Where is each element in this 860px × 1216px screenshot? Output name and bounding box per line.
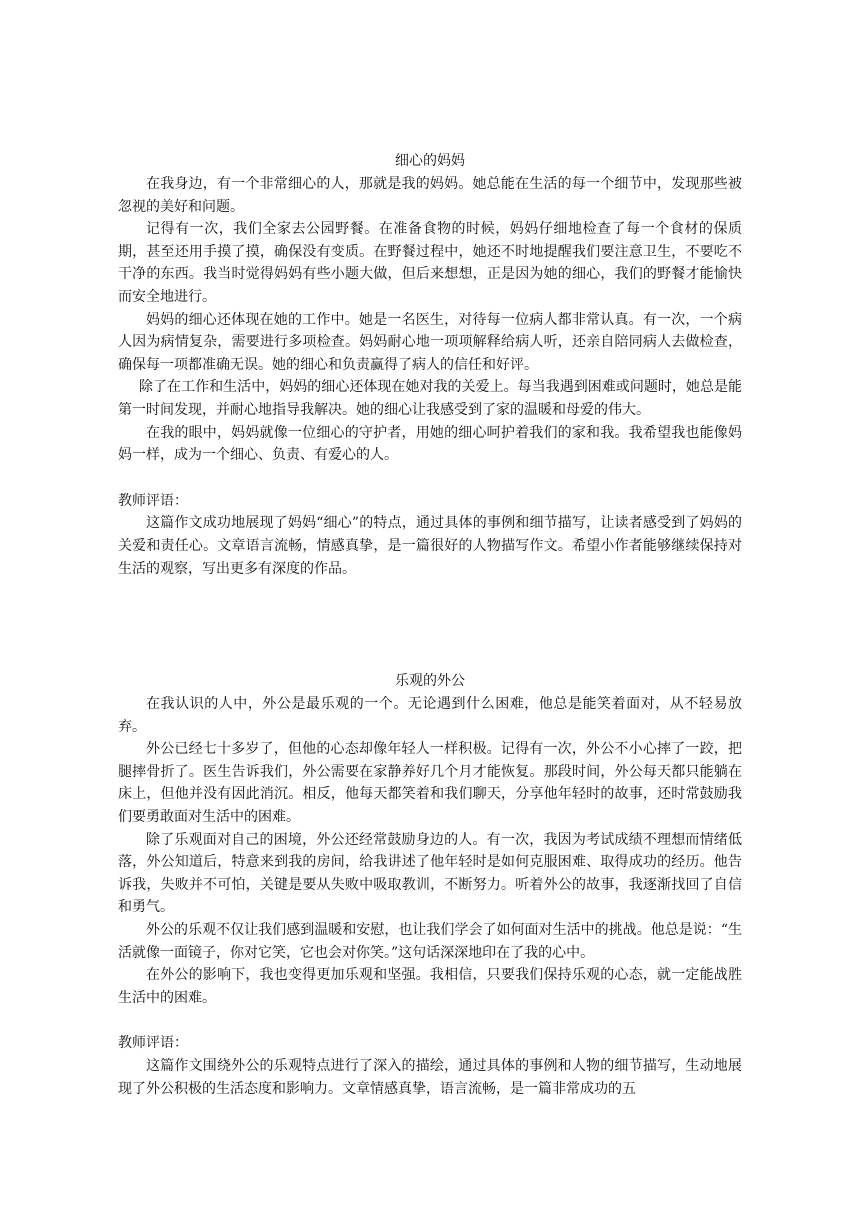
teacher-comment-label: 教师评语： <box>118 492 188 509</box>
blank-line <box>118 1009 742 1032</box>
essay-paragraph: 在我身边，有一个非常细心的人，那就是我的妈妈。她总能在生活的每一个细节中，发现那些被忽视的美好和问题。 <box>118 176 742 215</box>
essay-paragraph: 除了在工作和生活中，妈妈的细心还体现在她对我的关爱上。每当我遇到困难或问题时，她总是能第一时间发现，并耐心地指导我解决。她的细心让我感受到了家的温暖和母爱的伟大。 <box>118 379 742 418</box>
essay-paragraph: 记得有一次，我们全家去公园野餐。在准备食物的时候，妈妈仔细地检查了每一个食材的保质期，甚至还用手摸了摸，确保没有变质。在野餐过程中，她还不时地提醒我们要注意卫生，不要吃不干净的东西。我当时觉得妈妈有些小题大做，但后来想想，正是因为她的细心，我们的野餐才能愉快而安全地进行。 <box>118 221 742 305</box>
essay-title: 乐观的外公 <box>395 673 465 689</box>
essay-title: 细心的妈妈 <box>395 153 465 169</box>
teacher-comment: 这篇作文围绕外公的乐观特点进行了深入的描绘，通过具体的事例和人物的细节描写，生动地展现了外公积极的生活态度和影响力。文章情感真挚，语言流畅，是一篇非常成功的五 <box>118 1057 742 1097</box>
teacher-comment: 这篇作文成功地展现了妈妈“细心”的特点，通过具体的事例和细节描写，让读者感受到了妈妈的关爱和责任心。文章语言流畅，情感真挚，是一篇很好的人物描写作文。希望小作者能够继续保持对生活的观察，写出更多有深度的作品。 <box>118 515 742 577</box>
essay-paragraph: 在我认识的人中，外公是最乐观的一个。无论遇到什么困难，他总是能笑着面对，从不轻易放弃。 <box>118 696 742 735</box>
essay-paragraph: 外公已经七十多岁了，但他的心态却像年轻人一样积极。记得有一次，外公不小心摔了一跤，把腿摔骨折了。医生告诉我们，外公需要在家静养好几个月才能恢复。那段时间，外公每天都只能躺在床上，但他并没有因此消沉。相反，他每天都笑着和我们聊天，分享他年轻时的故事，还时常鼓励我们要勇敢面对生活中的困难。 <box>118 741 742 825</box>
essay-grandfather <box>118 670 742 1100</box>
essay-paragraph: 妈妈的细心还体现在她的工作中。她是一名医生，对待每一位病人都非常认真。有一次，一个病人因为病情复杂，需要进行多项检查。妈妈耐心地一项项解释给病人听，还亲自陪同病人去做检查，确保每一项都准确无误。她的细心和负责赢得了病人的信任和好评。 <box>118 311 742 373</box>
essay-paragraph: 在外公的影响下，我也变得更加乐观和坚强。我相信，只要我们保持乐观的心态，就一定能战胜生活中的困难。 <box>118 967 742 1006</box>
essay-paragraph: 外公的乐观不仅让我们感到温暖和安慰，也让我们学会了如何面对生活中的挑战。他总是说：“生活就像一面镜子，你对它笑，它也会对你笑。”这句话深深地印在了我的心中。 <box>118 921 742 961</box>
essay-paragraph: 在我的眼中，妈妈就像一位细心的守护者，用她的细心呵护着我们的家和我。我希望我也能像妈妈一样，成为一个细心、负责、有爱心的人。 <box>118 424 742 464</box>
teacher-comment-label: 教师评语： <box>118 1035 188 1052</box>
essay-mother <box>118 150 742 580</box>
blank-line <box>118 467 742 490</box>
essay-paragraph: 除了乐观面对自己的困境，外公还经常鼓励身边的人。有一次，我因为考试成绩不理想而情绪低落，外公知道后，特意来到我的房间，给我讲述了他年轻时是如何克服困难、取得成功的经历。他告诉我，失败并不可怕，关键是要从失败中吸取教训，不断努力。听着外公的故事，我逐渐找回了自信和勇气。 <box>118 831 742 916</box>
